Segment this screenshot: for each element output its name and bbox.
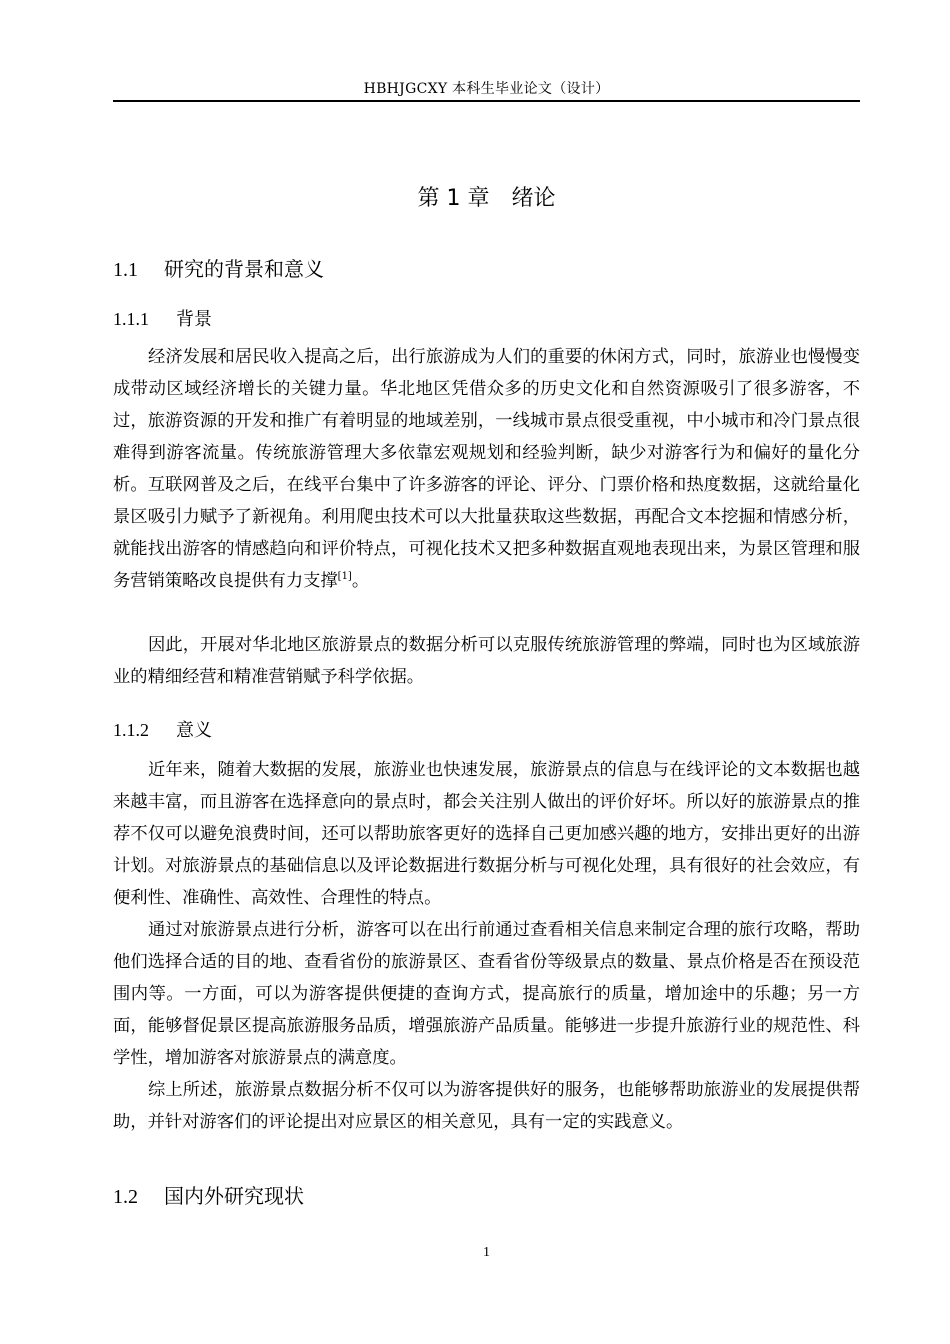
section-number: 1.1.2 xyxy=(113,720,149,740)
section-title: 国内外研究现状 xyxy=(164,1184,304,1208)
section-title: 意义 xyxy=(176,720,212,741)
paragraph xyxy=(113,341,860,597)
paragraph: 近年来，随着大数据的发展，旅游业也快速发展，旅游景点的信息与在线评论的文本数据也越来越丰富，而且游客在选择意向的景点时，都会关注别人做出的评价好坏。所以好的旅游景点的推荐不仅可以避免浪费时间，还可以帮助旅客更好的选择自己更加感兴趣的地方，安排出更好的出游计划。对旅游景点的基础信息以及评论数据进行数据分析与可视化处理，具有很好的社会效应，有便利性、准确性、高效性、合理性的特点。 xyxy=(113,760,860,908)
paragraph-end: 。 xyxy=(351,571,370,591)
section-title: 背景 xyxy=(176,309,212,330)
section-heading-1-1-2 xyxy=(113,716,212,742)
paragraph: 因此，开展对华北地区旅游景点的数据分析可以克服传统旅游管理的弊端，同时也为区域旅游业的精细经营和精准营销赋予科学依据。 xyxy=(113,635,860,687)
page-number: 1 xyxy=(483,1245,490,1260)
section-heading-1-2 xyxy=(113,1180,304,1209)
paragraph: 综上所述，旅游景点数据分析不仅可以为游客提供好的服务，也能够帮助旅游业的发展提供帮助，并针对游客们的评论提出对应景区的相关意见，具有一定的实践意义。 xyxy=(113,1080,860,1132)
running-header: HBHJGCXY 本科生毕业论文（设计） xyxy=(363,81,610,97)
section-heading-1-1 xyxy=(113,253,324,282)
header-rule xyxy=(113,100,860,102)
chapter-title: 第 1 章 绪论 xyxy=(417,186,556,211)
section-title: 研究的背景和意义 xyxy=(164,257,324,281)
section-heading-1-1-1 xyxy=(113,305,212,331)
paragraph-text: 经济发展和居民收入提高之后，出行旅游成为人们的重要的休闲方式，同时，旅游业也慢慢变成带动区域经济增长的关键力量。华北地区凭借众多的历史文化和自然资源吸引了很多游客，不过，旅游资源的开发和推广有着明显的地域差别，一线城市景点很受重视，中小城市和冷门景点很难得到游客流量。传统旅游管理大多依靠宏观规划和经验判断，缺少对游客行为和偏好的量化分析。互联网普及之后，在线平台集中了许多游客的评论、评分、门票价格和热度数据，这就给量化景区吸引力赋予了新视角。利用爬虫技术可以大批量获取这些数据，再配合文本挖掘和情感分析，就能找出游客的情感趋向和评价特点，可视化技术又把多种数据直观地表现出来，为景区管理和服务营销策略改良提供有力支撑 xyxy=(113,347,860,591)
paragraph: 通过对旅游景点进行分析，游客可以在出行前通过查看相关信息来制定合理的旅行攻略，帮助他们选择合适的目的地、查看省份的旅游景区、查看省份等级景点的数量、景点价格是否在预设范围内等。一方面，可以为游客提供便捷的查询方式，提高旅行的质量，增加途中的乐趣；另一方面，能够督促景区提高旅游服务品质，增强旅游产品质量。能够进一步提升旅游行业的规范性、科学性，增加游客对旅游景点的满意度。 xyxy=(113,920,860,1068)
section-number: 1.1 xyxy=(113,259,138,281)
section-number: 1.2 xyxy=(113,1186,138,1208)
section-number: 1.1.1 xyxy=(113,309,149,329)
citation: [1] xyxy=(337,571,352,583)
